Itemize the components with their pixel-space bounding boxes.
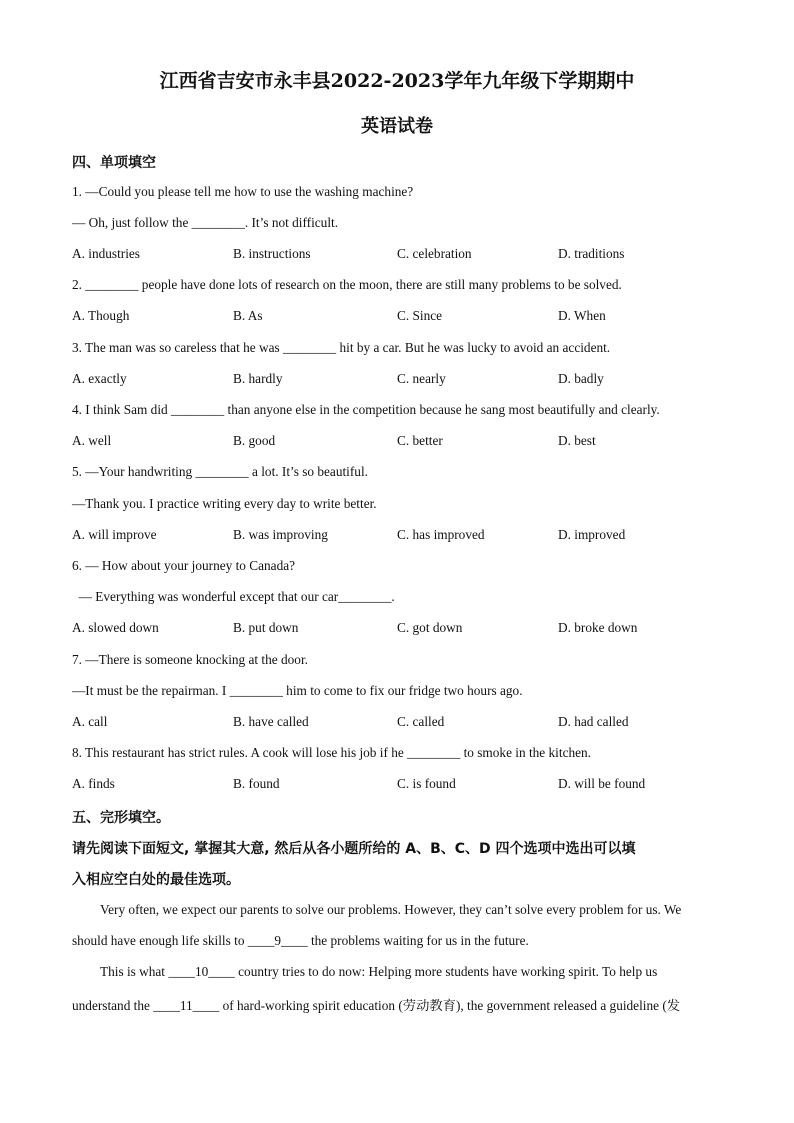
passage-text: the problems waiting for us in the future. [307, 933, 529, 948]
passage-text: This is what [100, 964, 169, 979]
question-7-option-a: A. call [72, 714, 108, 729]
question-4-option-a: A. well [72, 433, 112, 448]
question-6-line-1: 6. — How about your journey to Canada? [72, 558, 296, 573]
question-2-option-c: C. Since [397, 308, 443, 323]
question-7-line-2: —It must be the repairman. I ________ him to come to fix our fridge two hours ago. [72, 683, 523, 698]
cloze-instruction-line-2: 入相应空白处的最佳选项。 [72, 872, 240, 888]
question-2-option-b: B. As [233, 308, 263, 323]
question-1-option-a: A. industries [72, 246, 140, 261]
question-4-option-d: D. best [558, 433, 596, 448]
question-4-option-c: C. better [397, 433, 443, 448]
passage-line-1: Very often, we expect our parents to solve our problems. However, they can’t solve every problem for us. We [100, 902, 682, 917]
question-6-option-b: B. put down [233, 620, 299, 635]
question-3-option-a: A. exactly [72, 371, 127, 386]
passage-text: understand the [72, 998, 154, 1013]
question-4-option-b: B. good [233, 433, 276, 448]
question-6-option-a: A. slowed down [72, 620, 159, 635]
question-8-option-a: A. finds [72, 776, 115, 791]
question-2-option-d: D. When [558, 308, 606, 323]
blank-11: ____11____ [153, 998, 220, 1013]
section-heading-cloze: 五、完形填空。 [72, 810, 170, 826]
question-5-line-1: 5. —Your handwriting ________ a lot. It’s so beautiful. [72, 464, 368, 479]
question-5-option-a: A. will improve [72, 527, 157, 542]
question-3-option-b: B. hardly [233, 371, 283, 386]
question-6-line-2: — Everything was wonderful except that our car________. [72, 589, 395, 604]
exam-title: 江西省吉安市永丰县2022-2023学年九年级下学期期中 [159, 70, 635, 92]
section-heading-single-choice: 四、单项填空 [72, 155, 156, 171]
question-4-line-1: 4. I think Sam did ________ than anyone else in the competition because he sang most beautifully and clearly. [72, 402, 660, 417]
question-5-line-2: —Thank you. I practice writing every day to write better. [72, 496, 377, 511]
blank-10: ____10____ [168, 964, 235, 979]
question-5-option-c: C. has improved [397, 527, 485, 542]
passage-line-4 [72, 995, 680, 1014]
passage-line-2 [72, 933, 529, 949]
question-1-option-d: D. traditions [558, 246, 625, 261]
question-1-line-2: — Oh, just follow the ________. It’s not difficult. [72, 215, 339, 230]
question-7-option-d: D. had called [558, 714, 629, 729]
question-1-line-1: 1. —Could you please tell me how to use the washing machine? [72, 184, 414, 199]
question-5-option-d: D. improved [558, 527, 626, 542]
question-6-option-c: C. got down [397, 620, 463, 635]
question-1-option-c: C. celebration [397, 246, 472, 261]
passage-text: country tries to do now: Helping more students have working spirit. To help us [234, 964, 658, 979]
question-1-option-b: B. instructions [233, 246, 311, 261]
passage-line-3 [100, 964, 657, 980]
question-7-line-1: 7. —There is someone knocking at the door. [72, 652, 308, 667]
blank-9: ____9____ [247, 933, 308, 948]
question-8-option-b: B. found [233, 776, 280, 791]
exam-subtitle: 英语试卷 [361, 116, 433, 137]
question-8-option-c: C. is found [397, 776, 456, 791]
question-5-option-b: B. was improving [233, 527, 328, 542]
question-8-option-d: D. will be found [558, 776, 646, 791]
passage-text: should have enough life skills to [72, 933, 248, 948]
question-8-line-1: 8. This restaurant has strict rules. A cook will lose his job if he ________ to smoke in the kitchen. [72, 745, 592, 760]
question-2-option-a: A. Though [72, 308, 130, 323]
question-7-option-c: C. called [397, 714, 445, 729]
question-3-line-1: 3. The man was so careless that he was ________ hit by a car. But he was lucky to avoid an accident. [72, 340, 611, 355]
question-3-option-c: C. nearly [397, 371, 446, 386]
question-7-option-b: B. have called [233, 714, 309, 729]
cloze-instruction-line-1: 请先阅读下面短文, 掌握其大意, 然后从各小题所给的 A、B、C、D 四个选项中选出可以填 [72, 841, 636, 857]
question-3-option-d: D. badly [558, 371, 604, 386]
question-6-option-d: D. broke down [558, 620, 638, 635]
question-2-line-1: 2. ________ people have done lots of research on the moon, there are still many problems to be solved. [72, 277, 622, 292]
passage-text: of hard-working spirit education (劳动教育), the government released a guideline (发 [219, 998, 681, 1013]
